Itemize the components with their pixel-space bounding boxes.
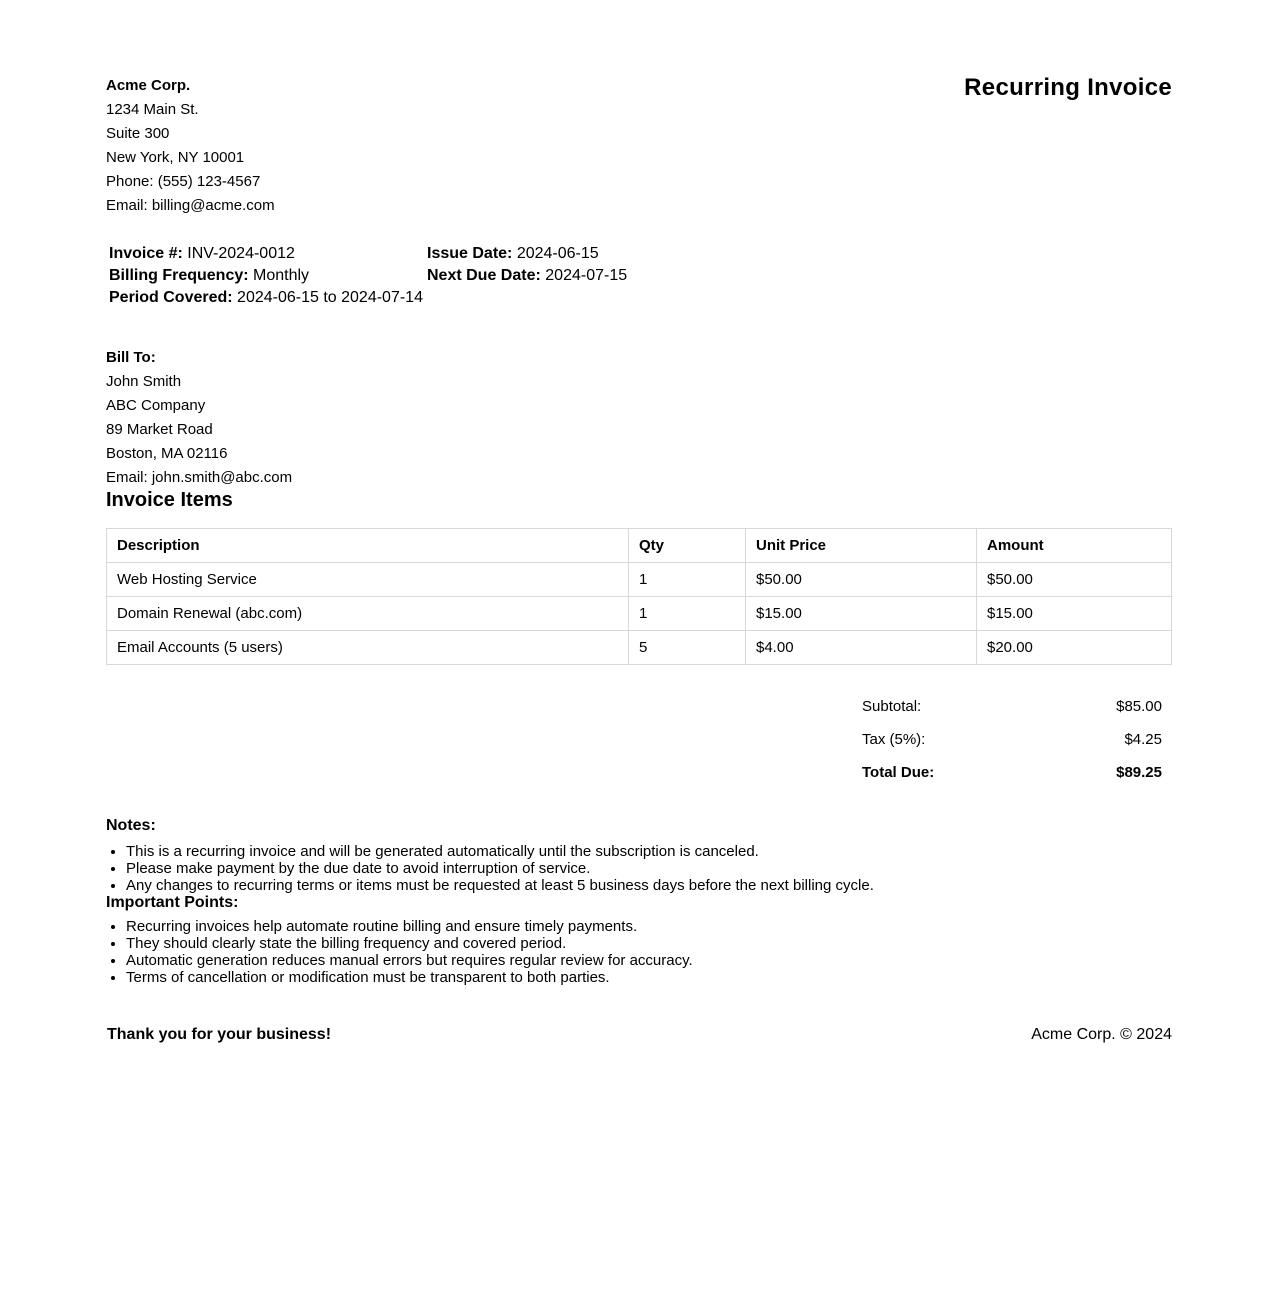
tax-label: Tax (5%):	[862, 731, 926, 748]
bill-to-city-state-zip: Boston, MA 02116	[106, 445, 228, 462]
tax-value: $4.25	[1124, 731, 1162, 748]
invoice-footer	[106, 1025, 1172, 1045]
item-qty: 5	[629, 631, 746, 665]
billing-frequency-label: Billing Frequency:	[109, 267, 249, 284]
list-item: • This is a recurring invoice and will be generated automatically until the subscription is canceled.	[126, 843, 1172, 860]
list-item: • Please make payment by the due date to avoid interruption of service.	[126, 860, 1172, 877]
invoice-number	[109, 243, 427, 265]
item-description: Web Hosting Service	[107, 563, 629, 597]
item-unit-price: $15.00	[746, 597, 977, 631]
invoice-number-label: Invoice #:	[109, 245, 183, 262]
invoice-page	[106, 74, 1172, 1045]
billing-frequency	[109, 265, 427, 287]
bill-to-name: John Smith	[106, 373, 182, 390]
table-header-row	[107, 529, 1172, 563]
total-due-row	[856, 756, 1172, 789]
thank-you-message: Thank you for your business!	[107, 1026, 332, 1043]
bill-to-company: ABC Company	[106, 397, 206, 414]
company-address-line2: Suite 300	[106, 125, 170, 142]
issue-date-label: Issue Date:	[427, 245, 513, 262]
important-points-title: Important Points:	[106, 894, 239, 911]
bill-to-street: 89 Market Road	[106, 421, 213, 438]
bill-to	[106, 346, 1172, 490]
invoice-number-value: INV-2024-0012	[187, 245, 295, 262]
total-due-value: $89.25	[1116, 764, 1162, 781]
item-amount: $20.00	[977, 631, 1172, 665]
invoice-items-title: Invoice Items	[106, 489, 233, 511]
company-phone: Phone: (555) 123-4567	[106, 173, 261, 190]
subtotal-row	[856, 690, 1172, 723]
column-header-qty: Qty	[629, 529, 746, 563]
issue-date-value: 2024-06-15	[516, 245, 599, 262]
column-header-unit-price: Unit Price	[746, 529, 977, 563]
item-unit-price: $4.00	[746, 631, 977, 665]
list-item: • Automatic generation reduces manual errors but requires regular review for accuracy.	[126, 952, 1172, 969]
table-row	[107, 563, 1172, 597]
company-address-line1: 1234 Main St.	[106, 101, 199, 118]
company-city-state-zip: New York, NY 10001	[106, 149, 245, 166]
invoice-items-table	[106, 528, 1172, 665]
item-description: Email Accounts (5 users)	[107, 631, 629, 665]
notes-list	[106, 843, 1172, 894]
next-due-date-value: 2024-07-15	[545, 267, 628, 284]
column-header-description: Description	[107, 529, 629, 563]
issue-date	[427, 243, 1172, 265]
important-points-list	[106, 918, 1172, 986]
subtotal-value: $85.00	[1116, 698, 1162, 715]
list-item: • Recurring invoices help automate routine billing and ensure timely payments.	[126, 918, 1172, 935]
bill-to-label: Bill To:	[106, 349, 156, 366]
item-description: Domain Renewal (abc.com)	[107, 597, 629, 631]
column-header-amount: Amount	[977, 529, 1172, 563]
period-covered-label: Period Covered:	[109, 289, 233, 306]
item-unit-price: $50.00	[746, 563, 977, 597]
list-item: • Terms of cancellation or modification must be transparent to both parties.	[126, 969, 1172, 986]
copyright: Acme Corp. © 2024	[1031, 1026, 1172, 1043]
next-due-date	[427, 265, 1172, 287]
item-amount: $50.00	[977, 563, 1172, 597]
subtotal-label: Subtotal:	[862, 698, 922, 715]
item-qty: 1	[629, 563, 746, 597]
totals-summary	[856, 690, 1172, 789]
table-row	[107, 597, 1172, 631]
list-item: • Any changes to recurring terms or items must be requested at least 5 business days before the next billing cycle.	[126, 877, 1172, 894]
period-covered-value: 2024-06-15 to 2024-07-14	[237, 289, 423, 306]
document-title: Recurring Invoice	[964, 74, 1172, 101]
item-amount: $15.00	[977, 597, 1172, 631]
list-item: • They should clearly state the billing frequency and covered period.	[126, 935, 1172, 952]
billing-frequency-value: Monthly	[253, 267, 310, 284]
tax-row	[856, 723, 1172, 756]
company-name: Acme Corp.	[106, 77, 191, 94]
total-due-label: Total Due:	[862, 764, 935, 781]
item-qty: 1	[629, 597, 746, 631]
company-email: Email: billing@acme.com	[106, 197, 275, 214]
period-covered	[109, 287, 427, 309]
bill-to-email: Email: john.smith@abc.com	[106, 469, 293, 486]
next-due-date-label: Next Due Date:	[427, 267, 541, 284]
notes-title: Notes:	[106, 817, 156, 834]
invoice-header	[106, 74, 1172, 224]
table-row	[107, 631, 1172, 665]
invoice-meta	[109, 243, 1172, 309]
